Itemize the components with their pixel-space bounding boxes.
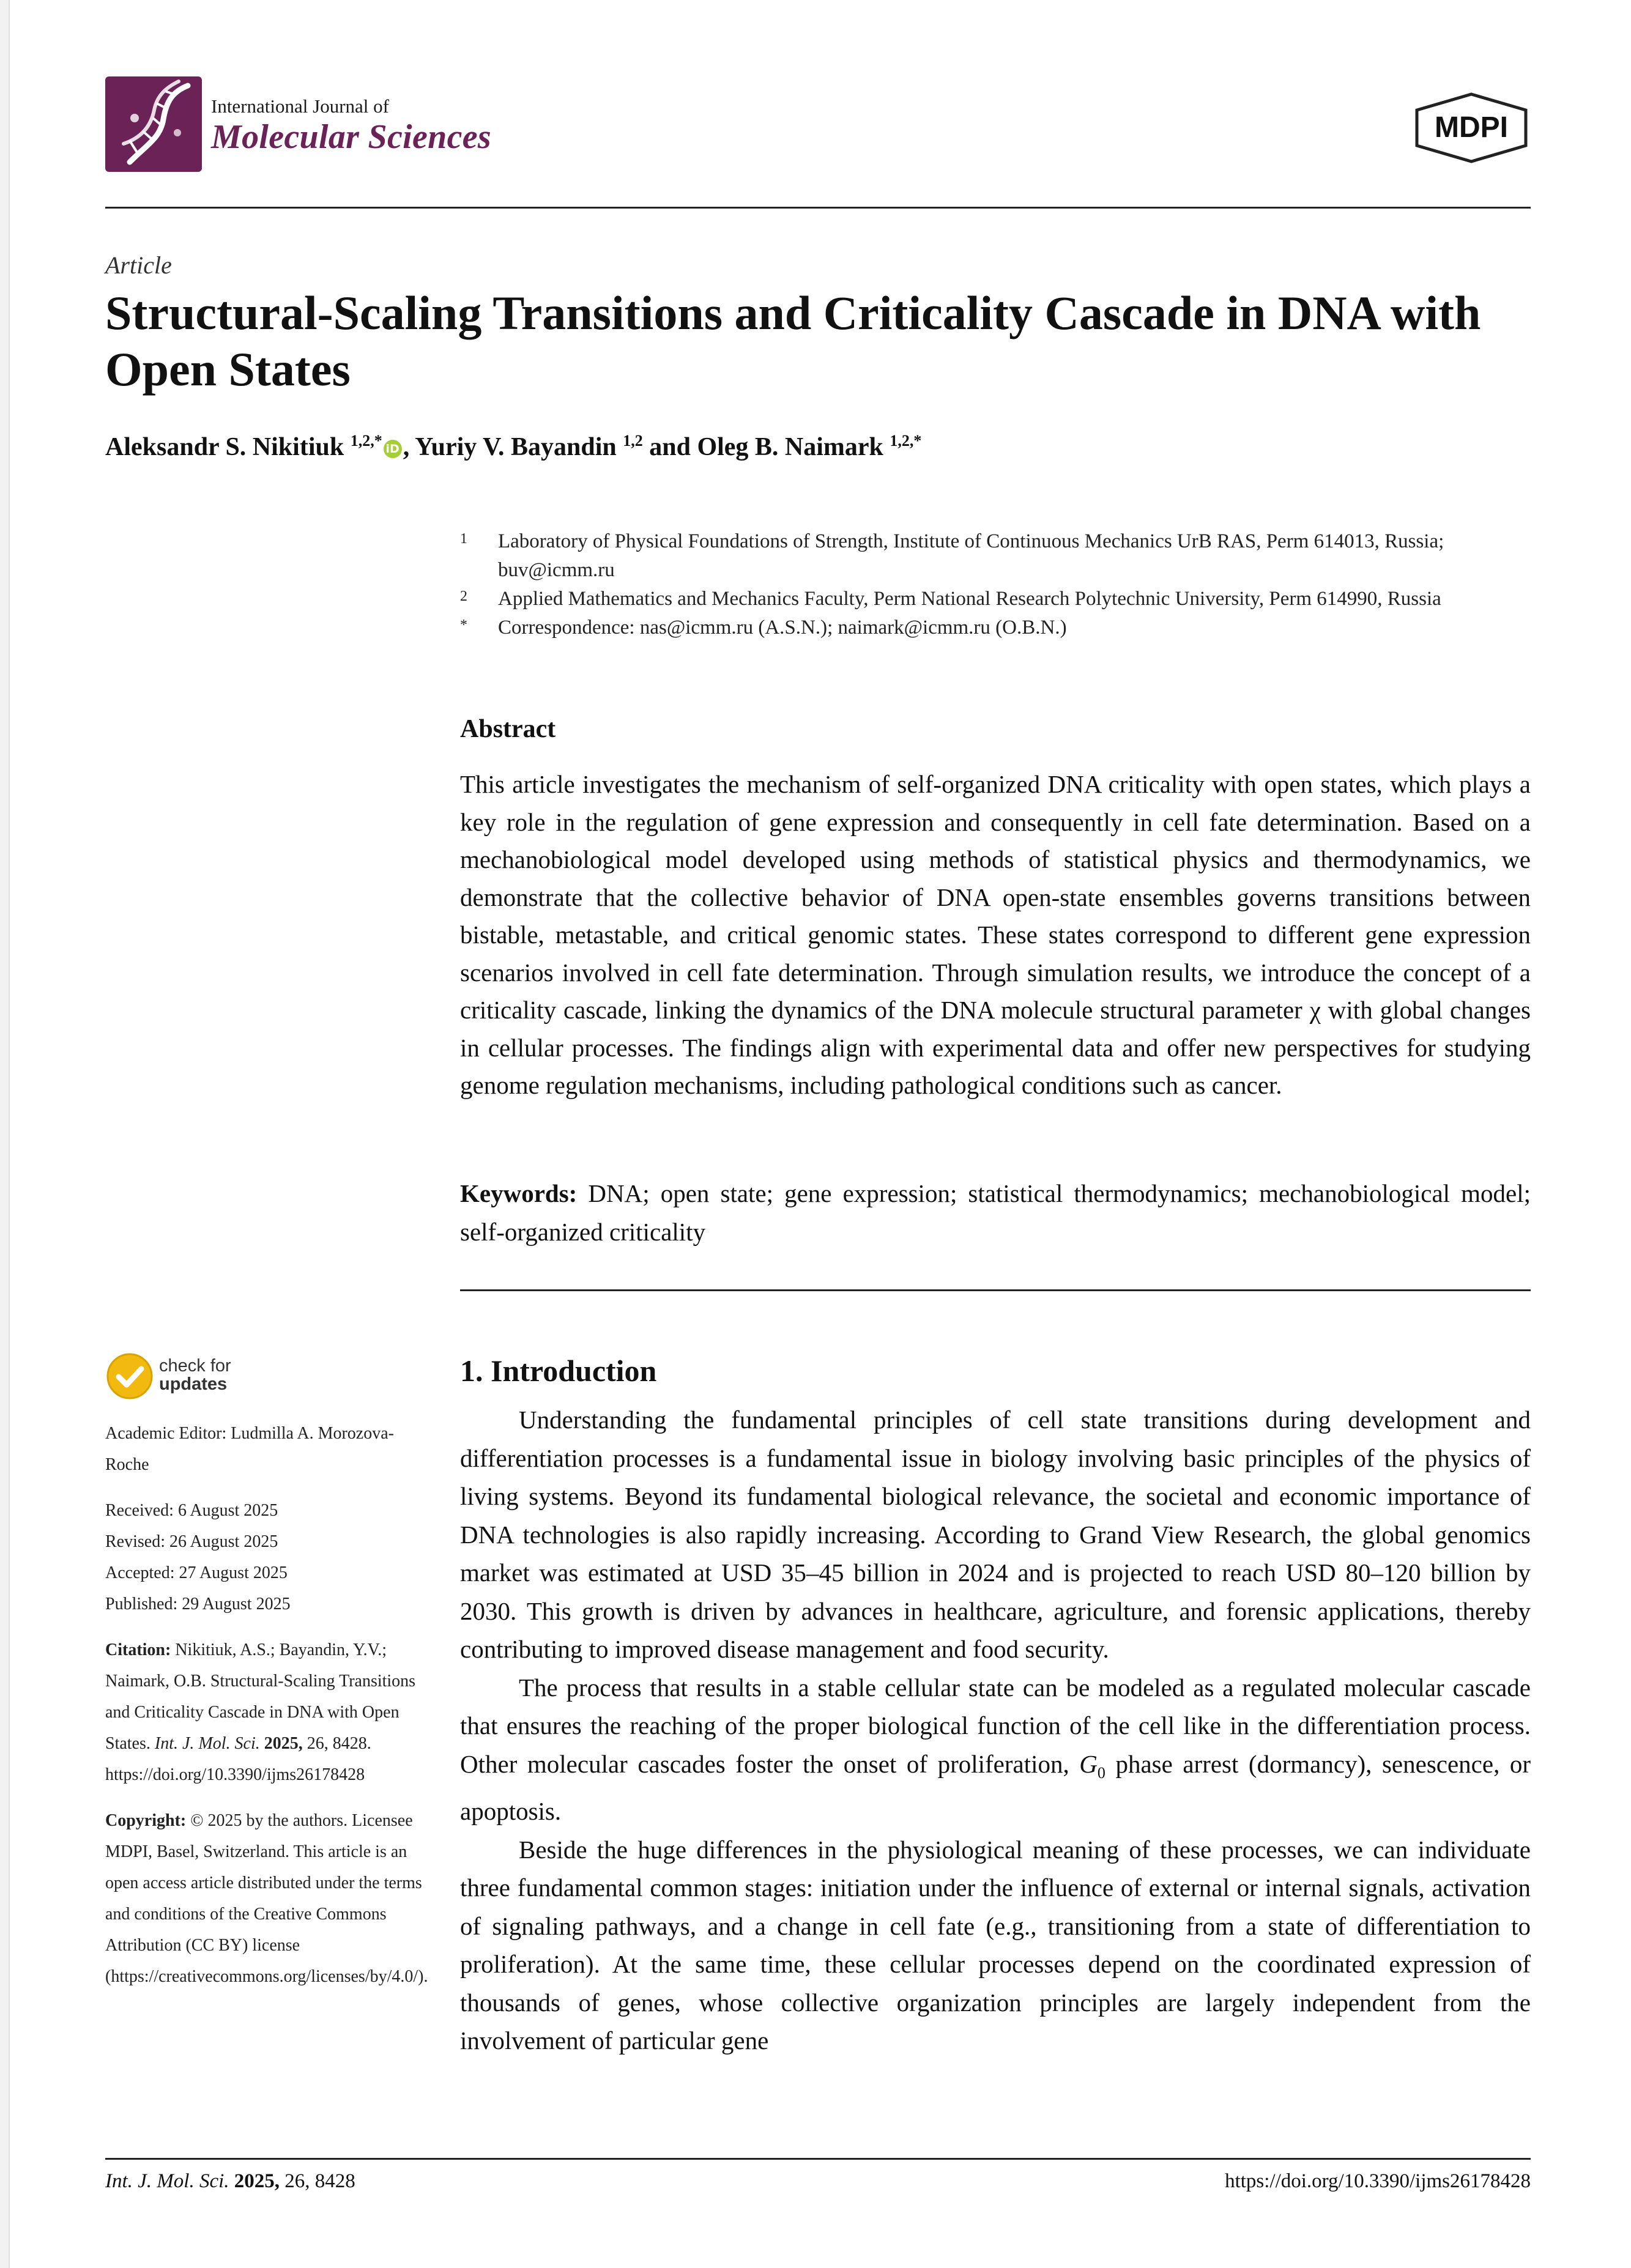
paper-title: Structural-Scaling Transitions and Criticality Cascade in DNA with Open States <box>105 286 1481 396</box>
section-heading-introduction: 1. Introduction <box>460 1354 657 1388</box>
author-affil-sup: 1,2,* <box>890 432 922 450</box>
copyright: Copyright: © 2025 by the authors. Licensee MDPI, Basel, Switzerland. This article is an open access article distributed under the terms and conditions of the Creative Commons Attribution (CC BY) license (https://creativecommons.org/licenses/by/4.0/). <box>105 1811 428 1986</box>
footer-rule <box>105 2158 1531 2160</box>
abstract-rule <box>460 1289 1531 1291</box>
affiliation-item: 1 Laboratory of Physical Foundations of Strength, Institute of Continuous Mechanics UrB RAS, Perm 614013, Russia; buv@icmm.ru <box>460 530 1444 581</box>
check-line1: check for <box>159 1356 231 1376</box>
paragraph: The process that results in a stable cellular state can be modeled as a regulated molecular cascade that ensures the reaching of the proper biological function of the cell like in the differentiation process. Other molecular cascades foster the onset of proliferation, $G_0$ phase arrest (dormancy), senescence, or apoptosis. <box>460 1673 1531 1826</box>
keywords-text: DNA; open state; gene expression; statistical thermodynamics; mechanobiological model; self-organized criticality <box>460 1179 1531 1246</box>
journal-name: Molecular Sciences <box>211 118 492 156</box>
author-name[interactable]: Yuriy V. Bayandin <box>415 433 617 461</box>
introduction-body <box>460 1401 1531 2060</box>
paragraph: Beside the huge differences in the physiological meaning of these processes, we can individuate three fundamental common stages: initiation under the influence of external or internal signals, activation of signaling pathways, and a change in cell fate (e.g., transitioning from a state of differentiation to proliferation). At the same time, these cellular processes depend on the coordinated expression of thousands of genes, whose collective organization principles are largely independent from the involvement of particular gene <box>460 1835 1531 2055</box>
article-info-sidebar <box>105 1418 436 2007</box>
citation: Citation: Nikitiuk, A.S.; Bayandin, Y.V.; Naimark, O.B. Structural-Scaling Transitions and Criticality Cascade in DNA with Open States. Int. J. Mol. Sci. 2025, 26, 8428. https://doi.org/10.3390/ijms26178428 <box>105 1640 416 1784</box>
paragraph: Understanding the fundamental principles of cell state transitions during development and differentiation processes is a fundamental issue in biology involving basic principles of the physics of living systems. Beyond its fundamental biological relevance, the societal and economic importance of DNA technologies is also rapidly increasing. According to Grand View Research, the global genomics market was estimated at USD 35–45 billion in 2024 and is projected to reach USD 80–120 billion by 2030. This growth is driven by advances in healthcare, agriculture, and forensic applications, thereby contributing to improved disease management and food security. <box>460 1406 1531 1663</box>
affiliations <box>460 527 1531 642</box>
check-for-updates-icon <box>105 1352 154 1401</box>
academic-editor: Academic Editor: Ludmilla A. Morozova-Roche <box>105 1424 394 1474</box>
keywords-label: Keywords: <box>460 1179 578 1207</box>
accepted-date: Accepted: 27 August 2025 <box>105 1563 288 1582</box>
page-edge <box>0 0 10 2268</box>
mdpi-logo <box>1412 92 1531 164</box>
journal-prefix: International Journal of <box>211 95 389 117</box>
received-date: Received: 6 August 2025 <box>105 1501 278 1520</box>
check-line2: updates <box>159 1374 228 1394</box>
author-list: Aleksandr S. Nikitiuk $^{1,2,*}$ iD , Yuriy V. Bayandin $^{1,2}$ and Oleg B. Naimark $^{1,2,*}$ <box>105 432 922 461</box>
journal-logo-icon <box>105 76 202 172</box>
orcid-icon[interactable]: iD <box>384 440 402 458</box>
author-name[interactable]: Aleksandr S. Nikitiuk <box>105 433 344 461</box>
article-type: Article <box>105 251 172 279</box>
citation-doi-link[interactable]: 26, 8428. https://doi.org/10.3390/ijms26178428 <box>105 1734 371 1784</box>
footer-doi-link[interactable]: https://doi.org/10.3390/ijms26178428 <box>1225 2170 1531 2192</box>
published-date: Published: 29 August 2025 <box>105 1595 291 1614</box>
author-affil-sup: 1,2,* <box>350 432 382 450</box>
footer-citation: Int. J. Mol. Sci. 2025, 26, 8428 <box>105 2170 355 2192</box>
keywords <box>460 1174 1531 1251</box>
affiliation-item: 2 Applied Mathematics and Mechanics Faculty, Perm National Research Polytechnic University, Perm 614990, Russia <box>460 588 1441 610</box>
abstract-body: This article investigates the mechanism of self-organized DNA criticality with open states, which plays a key role in the regulation of gene expression and consequently in cell fate determination. Based on a mechanobiological model developed using methods of statistical physics and thermodynamics, we demonstrate that the collective behavior of DNA open-state ensembles governs transitions between bistable, metastable, and critical genomic states. These states correspond to different gene expression scenarios involved in cell fate determination. Through simulation results, we introduce the concept of a criticality cascade, linking the dynamics of the DNA molecule structural parameter χ with global changes in cellular processes. The findings align with experimental data and offer new perspectives for studying genome regulation mechanisms, including pathological conditions such as cancer. <box>460 770 1531 1099</box>
abstract-heading: Abstract <box>460 715 556 743</box>
check-for-updates-badge[interactable] <box>105 1352 231 1404</box>
header-rule <box>105 207 1531 209</box>
affiliation-item: * Correspondence: nas@icmm.ru (A.S.N.); naimark@icmm.ru (O.B.N.) <box>460 617 1067 639</box>
author-affil-sup: 1,2 <box>623 432 643 450</box>
publisher-name: MDPI <box>1435 111 1508 144</box>
revised-date: Revised: 26 August 2025 <box>105 1532 278 1551</box>
author-name[interactable]: Oleg B. Naimark <box>697 433 883 461</box>
